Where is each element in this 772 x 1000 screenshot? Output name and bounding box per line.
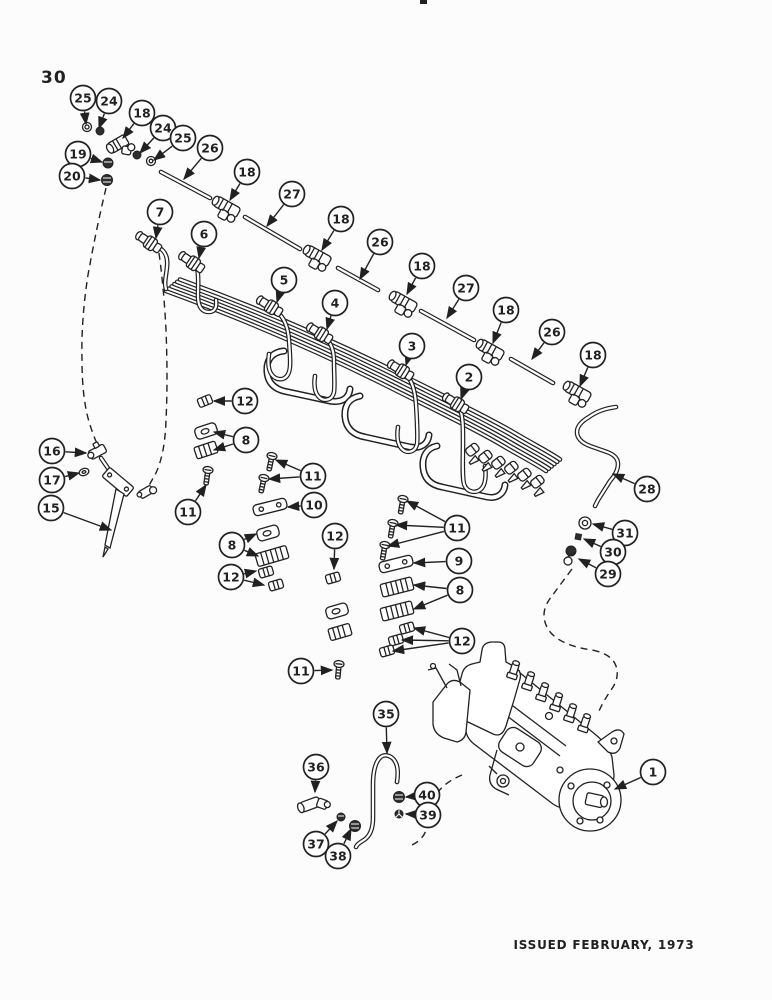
callout-number: 15 [42,500,60,516]
page-number: 30 [41,68,67,88]
tee-fitting-18 [384,290,418,320]
clamp-8 [255,545,289,566]
leader-line [402,640,449,641]
leader-line [406,359,408,365]
callout-number: 2 [464,369,474,385]
injection-pump [428,642,624,831]
callout-number: 11 [179,504,197,520]
connector-line-7 [133,229,163,255]
screw-11 [256,474,270,494]
clamp-8 [328,623,352,641]
screw-11 [385,519,398,539]
leader-line [334,550,335,570]
leader-line [154,146,172,160]
screw-11 [333,660,345,679]
callout-number: 12 [453,633,471,649]
callout-number: 8 [227,537,237,553]
callout-number: 20 [63,168,81,184]
leader-line [199,247,201,258]
callout-number: 9 [454,553,464,569]
leader-line [99,114,104,128]
leader-line [396,525,444,527]
clamp-8 [380,577,414,597]
callout-number: 26 [543,324,561,340]
callout-number: 11 [448,520,466,536]
callout-number: 5 [279,272,289,288]
callout-number: 25 [74,90,92,106]
callout-number: 25 [174,130,192,146]
callout-number: 19 [69,146,87,162]
tube-inner [421,311,474,340]
leader-line [580,367,588,386]
leader-line [447,299,459,318]
title-fragment [420,0,427,4]
callout-number: 12 [222,569,240,585]
inlet-elbow [136,483,158,501]
leader-line [315,670,333,671]
clamp-12 [197,394,213,408]
leader-line [214,432,233,437]
callout-number: 4 [330,295,340,311]
banjo-fitting-16 [84,440,107,461]
callout-number: 8 [241,432,251,448]
callout-number: 35 [377,706,395,722]
leader-line [360,254,374,279]
injector-assembly [78,440,158,557]
leader-line [91,158,102,162]
leader-line [184,158,201,179]
plate-10 [252,498,288,517]
tube-inner [511,359,553,383]
callout-number: 12 [236,393,254,409]
callout-number: 40 [418,787,436,803]
leader-line [322,231,334,251]
screw-11 [201,466,213,486]
leader-line [65,473,79,477]
callout-number: 24 [154,120,172,136]
leader-line [615,778,641,790]
clamp-8 [325,602,349,620]
washer-30 [575,534,581,540]
tee-fitting-18 [298,244,332,274]
leader-line [327,316,331,329]
callout-number: 11 [304,468,322,484]
clamp-8 [380,601,414,621]
callout-number: 24 [100,93,118,109]
callout-number: 17 [43,472,61,488]
leader-line [244,550,258,556]
leader-line [156,225,158,238]
leader-line [493,323,501,343]
clamp-12 [258,566,274,579]
leader-line [288,506,301,507]
fitting-37 [337,813,345,821]
leader-line [123,124,134,138]
clamp-8 [256,524,280,542]
callout-number: 11 [292,663,310,679]
leader-line [388,531,444,546]
tee-fitting-18 [471,338,505,368]
clamp-12 [379,645,395,658]
nut-31 [579,517,591,529]
leader-line [593,524,612,529]
nut-24 [96,127,104,135]
leader-line [386,728,387,754]
callout-number: 10 [305,497,323,513]
leader-line [315,781,316,793]
leader-line [579,559,596,568]
callout-number: 8 [455,582,465,598]
leader-line [406,796,414,797]
callout-number: 12 [326,528,344,544]
leader-line [393,643,449,651]
callout-number: 6 [199,226,209,242]
callout-number: 3 [407,338,417,354]
issued-note: ISSUED FEBRUARY, 1973 [513,938,695,952]
screw-11 [395,495,408,515]
callout-number: 16 [43,443,61,459]
leader-line [85,111,87,124]
leader-line [532,343,544,359]
callout-number: 27 [457,280,475,296]
leader-line [244,580,264,585]
callout-number: 26 [201,140,219,156]
fitting-cluster-top-left [83,123,156,186]
tube-inner [161,172,210,198]
callout-number: 27 [283,186,301,202]
leader-line [407,278,416,294]
fitting-19 [103,158,113,168]
tube-inner [245,217,300,249]
leader-line [85,178,100,180]
callout-number: 18 [238,164,256,180]
leader-line [461,390,464,399]
leader-line [140,138,154,153]
leader-line [230,184,240,201]
elbow-36 [296,793,331,818]
callout-number: 18 [332,211,350,227]
tube-35 [356,755,398,847]
leader-line [414,595,448,609]
connector-line-6 [176,249,206,275]
clamp-8 [194,422,219,440]
leader-line [244,534,256,539]
tee-fitting-18 [558,380,592,410]
callout-number: 26 [371,234,389,250]
leader-line [244,571,256,574]
leader-line [613,474,635,484]
leader-line [414,562,446,563]
leader-line [66,452,87,453]
callout-number: 37 [307,836,325,852]
fitting-20 [102,175,113,186]
ferrule-25 [147,157,156,166]
injector-15 [102,467,134,557]
callout-number: 30 [604,544,622,560]
clamp-12 [325,572,341,585]
leader-line [325,821,337,834]
nut-40 [394,792,405,803]
mounting-flange [559,769,621,831]
leader-line [584,539,601,547]
callout-number: 39 [419,807,437,823]
fitting-29 [564,546,576,565]
leader-line [277,293,280,302]
callout-number: 31 [616,525,634,541]
callout-number: 36 [307,759,325,775]
leader-line [344,829,351,844]
callout-number: 18 [413,258,431,274]
clamp-12 [268,579,284,592]
leader-line [267,205,284,226]
callout-number: 1 [648,764,658,780]
callout-number: 18 [133,105,151,121]
callout-number: 18 [497,302,515,318]
leader-line [414,628,449,638]
screw-11 [264,452,278,472]
clamp-12 [399,622,415,635]
leader-line [196,485,207,501]
leader-line [64,513,111,530]
callout-number: 28 [638,481,656,497]
leader-line [414,585,447,589]
leader-line [269,477,300,479]
leader-line [276,460,301,471]
callout-number: 18 [584,347,602,363]
screw-11 [377,541,390,561]
callout-number: 7 [155,204,165,220]
leader-line [407,501,445,522]
tube-inner [166,291,546,471]
tube-inner [338,268,378,290]
callout-number: 38 [329,848,347,864]
fitting-39 [395,810,403,818]
washer-17 [78,467,90,477]
callout-number: 29 [599,566,617,582]
clamp-12 [388,634,404,647]
